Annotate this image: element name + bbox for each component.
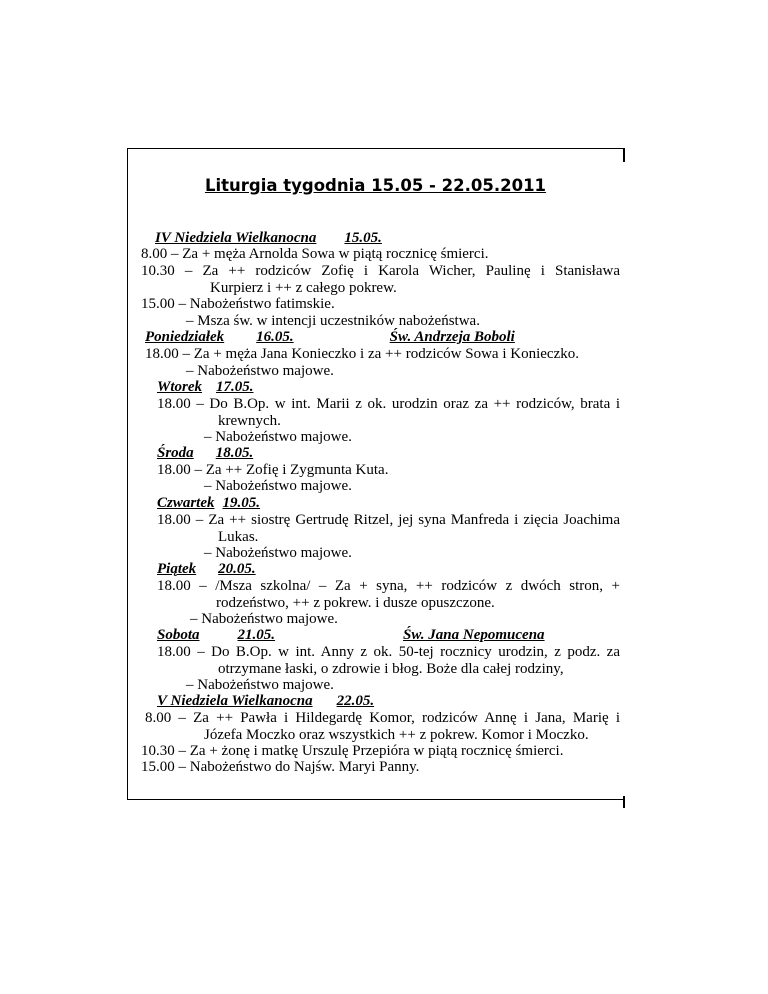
- mass-line: 8.00 – Za + męża Arnolda Sowa w piątą rocznicę śmierci.: [141, 246, 489, 262]
- mass-line: 15.00 – Nabożeństwo fatimskie.: [141, 296, 335, 312]
- day-header-tuesday: [157, 379, 254, 396]
- mass-line-cont: – Msza św. w intencji uczestników nabożeństwa.: [186, 313, 480, 329]
- mass-line-cont: – Nabożeństwo majowe.: [190, 611, 338, 627]
- mass-line: 10.30 – Za + żonę i matkę Urszulę Przepióra w piątą rocznicę śmierci.: [141, 743, 564, 759]
- day-name: Wtorek: [157, 379, 202, 395]
- day-name: Środa: [157, 445, 194, 461]
- day-date: 20.05.: [218, 561, 256, 577]
- mass-line-cont: – Nabożeństwo majowe.: [204, 478, 352, 494]
- mass-line-cont: – Nabożeństwo majowe.: [186, 363, 334, 379]
- day-header-thursday: [157, 495, 260, 512]
- day-header-sunday-2: [157, 693, 374, 710]
- mass-line-cont: – Nabożeństwo majowe.: [204, 545, 352, 561]
- mass-line: 18.00 – Do B.Op. w int. Anny z ok. 50-tej rocznicy urodzin, z podz. za: [157, 644, 620, 660]
- day-name: IV Niedziela Wielkanocna: [155, 230, 317, 246]
- mass-line: 18.00 – Za + męża Jana Konieczko i za ++ rodziców Sowa i Konieczko.: [145, 346, 579, 362]
- day-date: 19.05.: [222, 495, 261, 511]
- day-header-wednesday: [157, 445, 253, 462]
- mass-line: 18.00 – Za ++ Zofię i Zygmunta Kuta.: [157, 462, 389, 478]
- day-name: Poniedziałek: [145, 329, 225, 345]
- mass-line-cont: otrzymane łaski, o zdrowie i błog. Boże dla całej rodziny,: [218, 661, 564, 677]
- mass-line: 18.00 – Do B.Op. w int. Marii z ok. urodzin oraz za ++ rodziców, brata i: [157, 396, 620, 412]
- mass-line: 8.00 – Za ++ Pawła i Hildegardę Komor, rodziców Annę i Jana, Marię i: [145, 710, 620, 726]
- day-date: 22.05.: [336, 693, 375, 709]
- mass-line-cont: Kurpierz i ++ z całego pokrew.: [210, 280, 397, 296]
- mass-line-cont: Józefa Moczko oraz wszystkich ++ z pokrew. Komor i Moczko.: [204, 727, 589, 743]
- day-date: 18.05.: [215, 445, 254, 461]
- mass-line: 18.00 – Za ++ siostrę Gertrudę Ritzel, jej syna Manfreda i zięcia Joachima: [157, 512, 620, 528]
- day-name: Sobota: [157, 627, 200, 643]
- mass-line-cont: krewnych.: [218, 413, 281, 429]
- page-title: Liturgia tygodnia 15.05 - 22.05.2011: [204, 176, 547, 195]
- day-date: 17.05.: [216, 379, 254, 395]
- frame-right-tick-bottom: [623, 796, 625, 808]
- day-header-monday: [145, 329, 615, 346]
- day-date: 16.05.: [256, 329, 294, 345]
- mass-line: 15.00 – Nabożeństwo do Najśw. Maryi Panny.: [141, 759, 420, 775]
- mass-line: 10.30 – Za ++ rodziców Zofię i Karola Wicher, Paulinę i Stanisława: [141, 263, 620, 279]
- day-header-saturday: [157, 627, 587, 644]
- day-date: 21.05.: [237, 627, 276, 643]
- mass-line-cont: – Nabożeństwo majowe.: [186, 677, 334, 693]
- mass-line-cont: – Nabożeństwo majowe.: [204, 429, 352, 445]
- mass-line: 18.00 – /Msza szkolna/ – Za + syna, ++ rodziców z dwóch stron, +: [157, 578, 620, 594]
- day-header-friday: [157, 561, 256, 578]
- day-date: 15.05.: [344, 230, 382, 246]
- mass-line-cont: rodzeństwo, ++ z pokrew. i dusze opuszczone.: [216, 595, 495, 611]
- mass-line-cont: Lukas.: [218, 529, 259, 545]
- day-name: Czwartek: [157, 495, 215, 511]
- saint-name: Św. Andrzeja Boboli: [389, 329, 515, 345]
- day-header-sunday-1: [155, 230, 382, 247]
- saint-name: Św. Jana Nepomucena: [403, 627, 545, 643]
- day-name: Piątek: [157, 561, 197, 577]
- frame-right-tick-top: [623, 148, 625, 162]
- day-name: V Niedziela Wielkanocna: [157, 693, 313, 709]
